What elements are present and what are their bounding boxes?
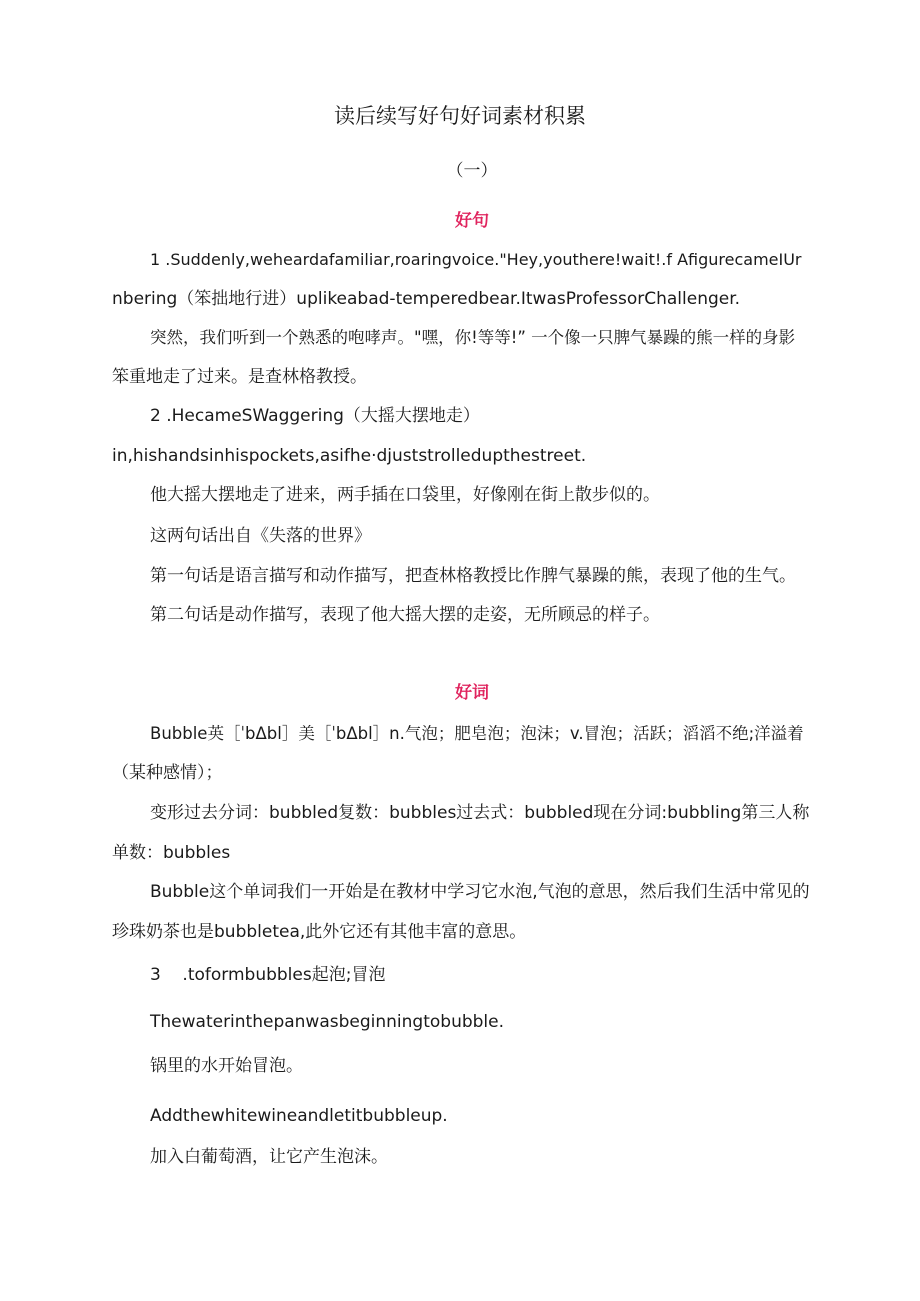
word-definition-line2: （某种感情）；	[112, 763, 223, 783]
sentence-1-en-line2: nbering（笨拙地行进）uplikeabad-temperedbear.ItwasProfessorChallenger.	[112, 289, 741, 309]
word-forms-line1: 变形过去分词：bubbled复数：bubbles过去式：bubbled现在分词:bubbling第三人称	[150, 803, 810, 823]
section-heading-sentences: 好句	[455, 211, 489, 231]
word-forms-line2: 单数：bubbles	[112, 843, 231, 863]
source-note: 这两句话出自《失落的世界》	[150, 526, 371, 546]
sentence-1-zh-line1: 突然，我们听到一个熟悉的咆哮声。"嘿，你!等等!” 一个像一只脾气暴躁的熊一样的身影	[150, 328, 796, 347]
sentence-1-zh-line2: 笨重地走了过来。是查林格教授。	[112, 367, 367, 387]
document-title: 读后续写好句好词素材积累	[334, 104, 586, 128]
sentence-1-en-line1: 1 .Suddenly,weheardafamiliar,roaringvoice."Hey,youthere!wait!.f AfigurecameIUr	[150, 250, 802, 269]
example-1-zh: 锅里的水开始冒泡。	[150, 1056, 303, 1076]
word-note-line2: 珍珠奶茶也是bubbletea,此外它还有其他丰富的意思。	[112, 922, 527, 942]
analysis-2: 第二句话是动作描写，表现了他大摇大摆的走姿，无所顾忌的样子。	[150, 605, 660, 625]
word-definition-line1: Bubble英［ˈbΔbl］美［ˈbΔbl］n.气泡；肥皂泡；泡沫；v.冒泡；活跃；滔滔不绝;洋溢着	[150, 724, 804, 743]
example-2-en: Addthewhitewineandletitbubbleup.	[150, 1106, 448, 1126]
example-1-en: Thewaterinthepanwasbeginningtobubble.	[150, 1012, 505, 1032]
section-heading-words: 好词	[455, 683, 489, 703]
part-label: （一）	[446, 161, 498, 181]
sentence-2-zh: 他大摇大摆地走了进来，两手插在口袋里，好像刚在街上散步似的。	[150, 485, 660, 505]
analysis-1: 第一句话是语言描写和动作描写，把查林格教授比作脾气暴躁的熊，表现了他的生气。	[150, 566, 796, 586]
sentence-2-en-line2: in,hishandsinhispockets,asifhe·djuststrolledupthestreet.	[112, 446, 587, 466]
phrase-item-3: 3 .toformbubbles起泡;冒泡	[150, 965, 386, 985]
example-2-zh: 加入白葡萄酒，让它产生泡沫。	[150, 1147, 388, 1167]
sentence-2-en-line1: 2 .HecameSWaggering（大摇大摆地走）	[150, 406, 480, 426]
word-note-line1: Bubble这个单词我们一开始是在教材中学习它水泡,气泡的意思，然后我们生活中常见的	[150, 882, 810, 902]
